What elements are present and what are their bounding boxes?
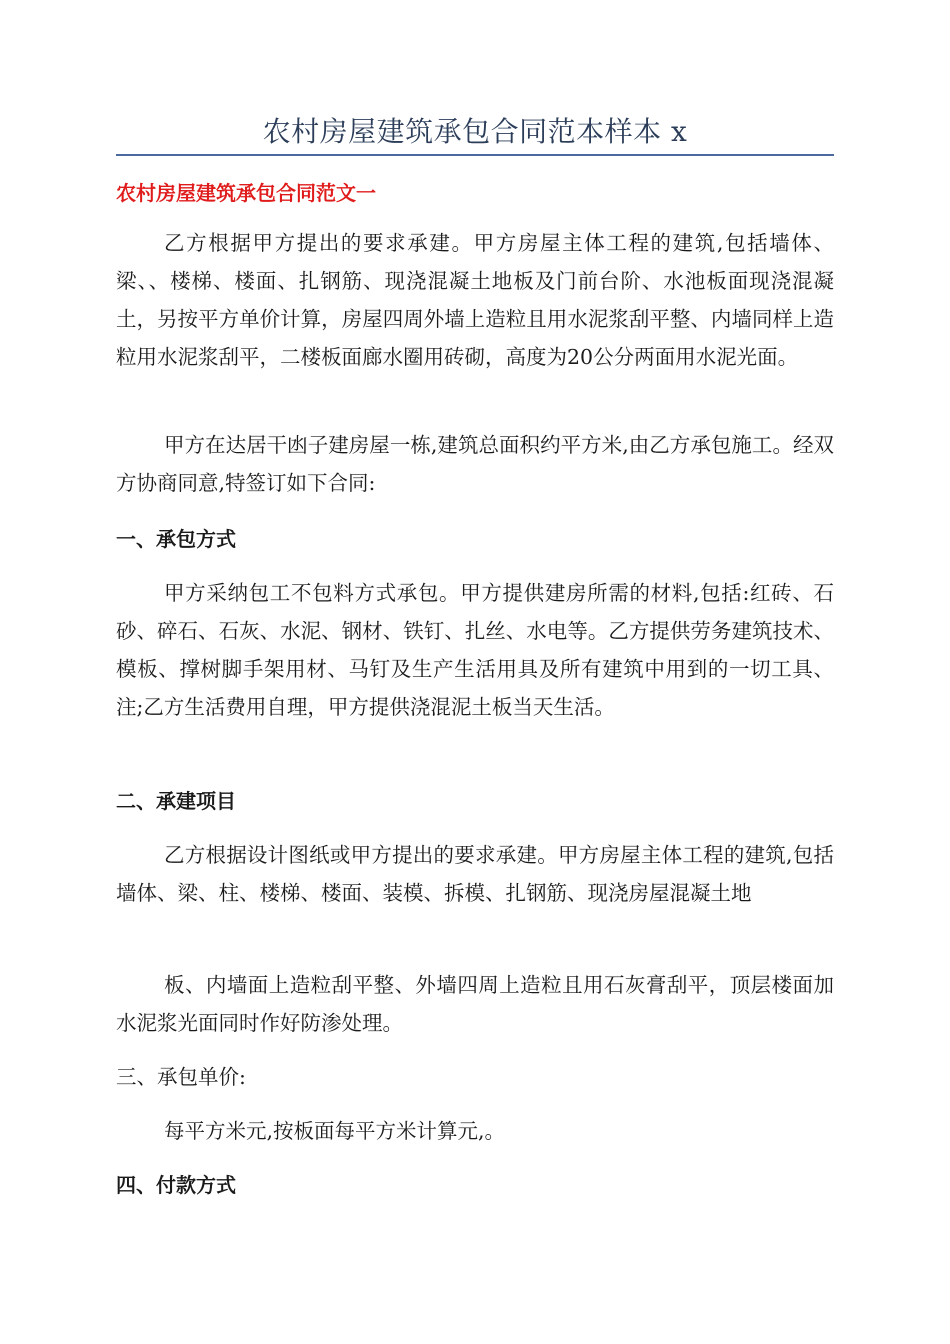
clause-heading-4: 四、付款方式 <box>116 1173 236 1197</box>
intro-paragraph-1: 乙方根据甲方提出的要求承建。甲方房屋主体工程的建筑,包括墙体、梁、、楼梯、楼面、扎钢筋、现浇混凝土地板及门前台阶、水池板面现浇混凝土，另按平方单价计算，房屋四周外墙上造粒且用水泥浆刮平整、内墙同样上造粒用水泥浆刮平，二楼板面廊水圈用砖砌，高度为20公分两面用水泥光面。 <box>116 231 834 369</box>
document-title: 农村房屋建筑承包合同范本样本 x <box>262 115 688 148</box>
clause-heading-1: 一、承包方式 <box>116 527 236 551</box>
clause-heading-2: 二、承建项目 <box>116 789 236 813</box>
section-title: 农村房屋建筑承包合同范文一 <box>116 181 376 205</box>
clause-2-paragraph-2: 板、内墙面上造粒刮平整、外墙四周上造粒且用石灰膏刮平，顶层楼面加水泥浆光面同时作好防渗处理。 <box>116 973 834 1035</box>
clause-heading-3: 三、承包单价: <box>116 1065 246 1089</box>
clause-2-paragraph-1: 乙方根据设计图纸或甲方提出的要求承建。甲方房屋主体工程的建筑,包括墙体、梁、柱、楼梯、楼面、装模、拆模、扎钢筋、现浇房屋混凝土地 <box>116 843 834 905</box>
intro-paragraph-2: 甲方在达居干凼子建房屋一栋,建筑总面积约平方米,由乙方承包施工。经双方协商同意,特签订如下合同: <box>116 433 834 495</box>
clause-1-paragraph-1: 甲方采纳包工不包料方式承包。甲方提供建房所需的材料,包括:红砖、石砂、碎石、石灰、水泥、钢材、铁钉、扎丝、水电等。乙方提供劳务建筑技术、模板、撑树脚手架用材、马钉及生产生活用具及所有建筑中用到的一切工具、注;乙方生活费用自理，甲方提供浇混泥土板当天生活。 <box>116 581 834 719</box>
title-divider <box>116 154 834 156</box>
clause-3-paragraph-1: 每平方米元,按板面每平方米计算元,。 <box>164 1119 506 1143</box>
